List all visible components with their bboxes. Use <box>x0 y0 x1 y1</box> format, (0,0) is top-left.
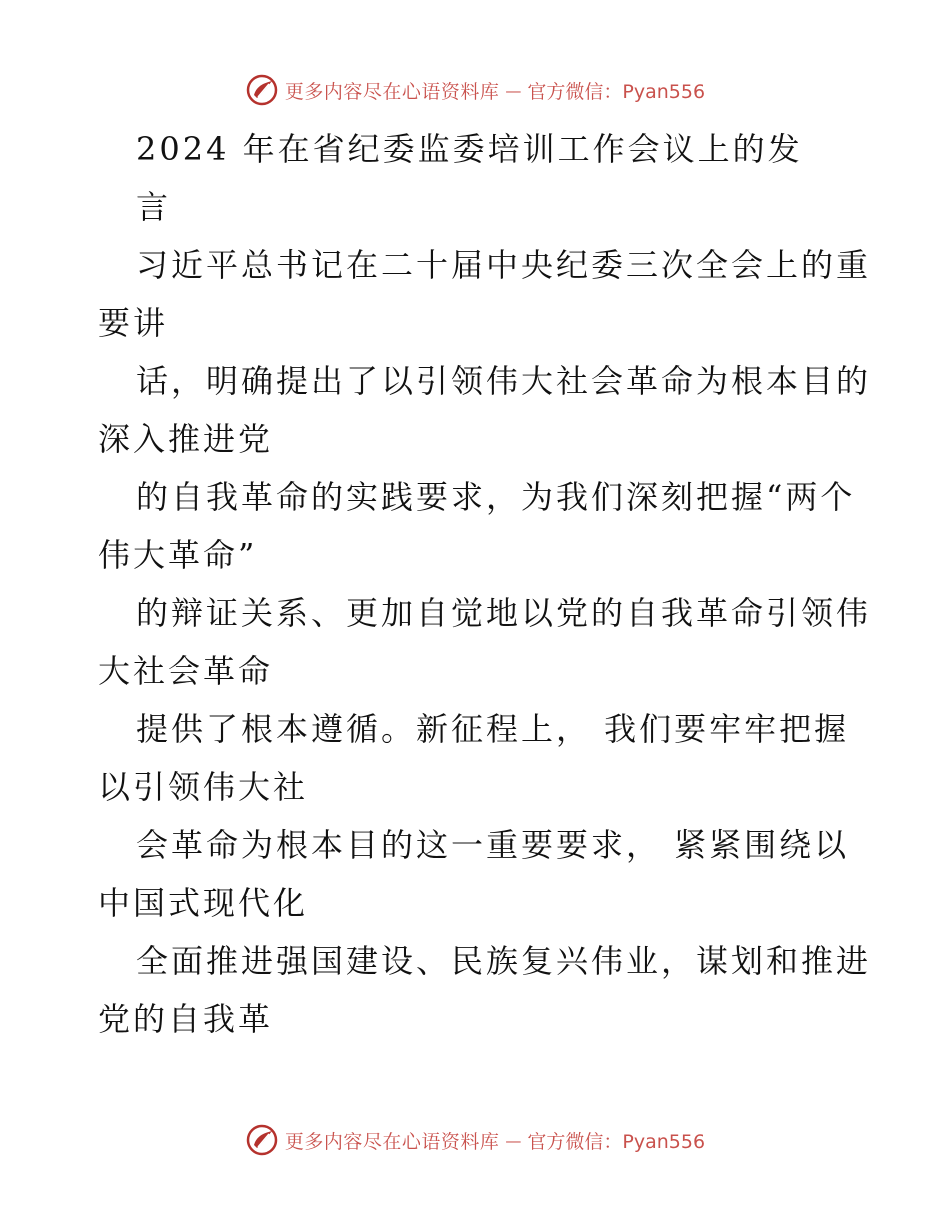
document-line: 话，明确提出了以引领伟大社会革命为根本目的 <box>136 362 872 400</box>
document-line: 深入推进党 <box>98 420 274 458</box>
document-line: 会革命为根本目的这一重要要求， 紧紧围绕以 <box>136 826 850 864</box>
document-line: 全面推进强国建设、民族复兴伟业，谋划和推进 <box>136 942 872 980</box>
document-line: 以引领伟大社 <box>98 768 309 806</box>
document-line: 中国式现代化 <box>98 884 309 922</box>
watermark-main-text: 更多内容尽在心语资料库 <box>284 80 500 103</box>
brand-logo-icon <box>245 1123 279 1157</box>
document-line: 的自我革命的实践要求，为我们深刻把握“两个 <box>136 478 856 516</box>
document-line: 言 <box>136 188 172 226</box>
brand-logo-icon <box>245 73 279 107</box>
watermark-sub-text: 官方微信：Pyan556 <box>527 80 706 103</box>
document-line: 要讲 <box>98 304 169 342</box>
document-line: 提供了根本遵循。新征程上， 我们要牢牢把握 <box>136 710 850 748</box>
document-line: 2024 年在省纪委监委培训工作会议上的发 <box>136 130 803 168</box>
footer-watermark <box>0 1122 950 1158</box>
document-line: 伟大革命” <box>98 536 258 574</box>
document-body <box>98 120 872 1048</box>
document-line: 党的自我革 <box>98 1000 274 1038</box>
watermark-separator: — <box>505 1130 522 1150</box>
watermark-separator: — <box>505 80 522 100</box>
document-line: 习近平总书记在二十届中央纪委三次全会上的重 <box>136 246 872 284</box>
watermark-main-text: 更多内容尽在心语资料库 <box>284 1130 500 1153</box>
document-line: 的辩证关系、更加自觉地以党的自我革命引领伟 <box>136 594 872 632</box>
document-line: 大社会革命 <box>98 652 274 690</box>
watermark-sub-text: 官方微信：Pyan556 <box>527 1130 706 1153</box>
header-watermark <box>0 72 950 108</box>
